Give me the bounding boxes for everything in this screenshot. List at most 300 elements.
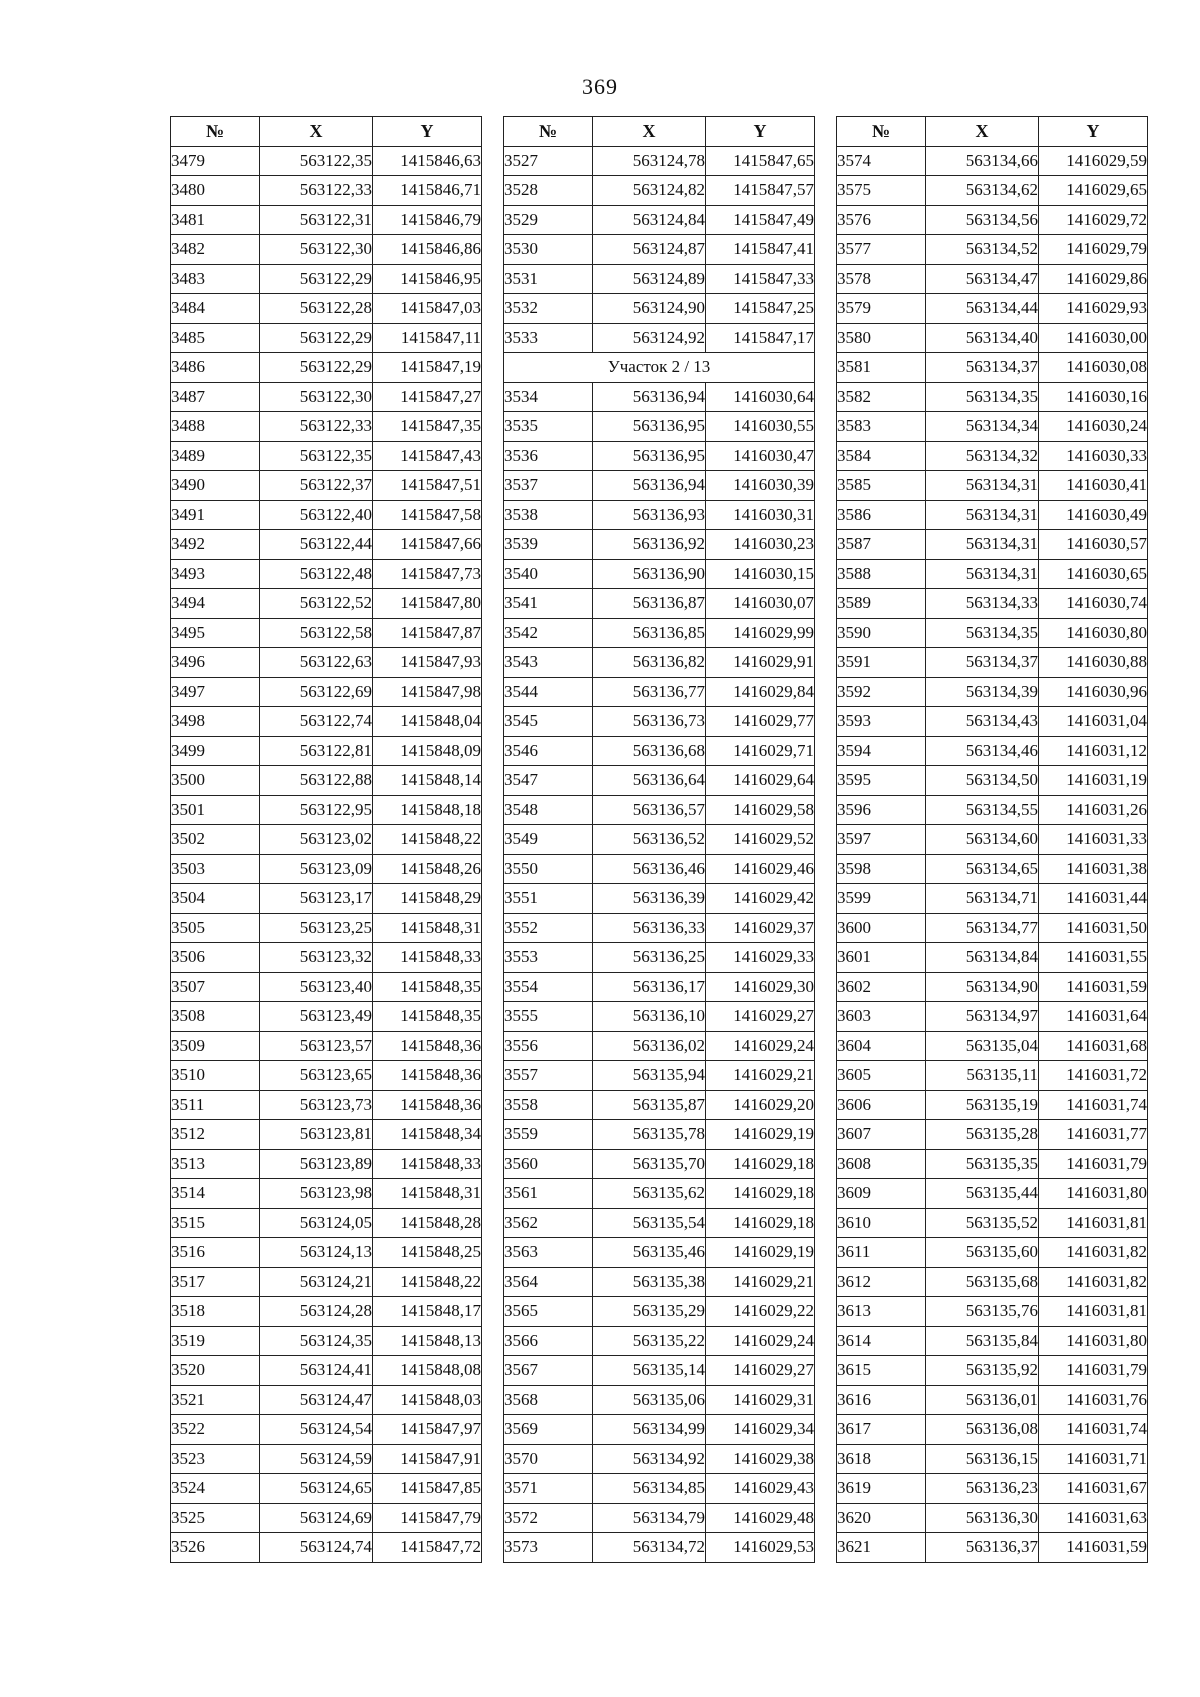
table-row <box>504 1179 815 1209</box>
y-coordinate-cell: 1416031,77 <box>1039 1120 1148 1150</box>
y-coordinate-cell: 1416029,48 <box>706 1503 815 1533</box>
point-number-cell: 3602 <box>837 972 926 1002</box>
table-row <box>837 589 1148 619</box>
table-row <box>504 1208 815 1238</box>
y-coordinate-cell: 1416029,27 <box>706 1002 815 1032</box>
x-coordinate-cell: 563134,44 <box>926 294 1039 324</box>
table-row <box>504 530 815 560</box>
point-number-cell: 3549 <box>504 825 593 855</box>
point-number-cell: 3560 <box>504 1149 593 1179</box>
table-row <box>837 943 1148 973</box>
x-coordinate-cell: 563134,84 <box>926 943 1039 973</box>
y-coordinate-cell: 1416031,74 <box>1039 1090 1148 1120</box>
point-number-cell: 3600 <box>837 913 926 943</box>
point-number-cell: 3567 <box>504 1356 593 1386</box>
point-number-cell: 3586 <box>837 500 926 530</box>
y-coordinate-cell: 1416029,27 <box>706 1356 815 1386</box>
y-coordinate-cell: 1416030,07 <box>706 589 815 619</box>
point-number-cell: 3529 <box>504 205 593 235</box>
table-row <box>837 1149 1148 1179</box>
y-coordinate-cell: 1416030,49 <box>1039 500 1148 530</box>
table-row <box>171 471 482 501</box>
y-coordinate-cell: 1415847,35 <box>373 412 482 442</box>
table-row <box>504 1090 815 1120</box>
y-coordinate-cell: 1415848,36 <box>373 1031 482 1061</box>
point-number-cell: 3500 <box>171 766 260 796</box>
y-coordinate-cell: 1415848,31 <box>373 913 482 943</box>
point-number-cell: 3561 <box>504 1179 593 1209</box>
x-coordinate-cell: 563123,32 <box>260 943 373 973</box>
y-coordinate-cell: 1416029,43 <box>706 1474 815 1504</box>
column-header-y: Y <box>706 117 815 147</box>
table-row <box>171 1208 482 1238</box>
x-coordinate-cell: 563122,74 <box>260 707 373 737</box>
y-coordinate-cell: 1415847,33 <box>706 264 815 294</box>
point-number-cell: 3524 <box>171 1474 260 1504</box>
table-row <box>171 146 482 176</box>
x-coordinate-cell: 563136,64 <box>593 766 706 796</box>
point-number-cell: 3516 <box>171 1238 260 1268</box>
table-row <box>171 500 482 530</box>
x-coordinate-cell: 563135,78 <box>593 1120 706 1150</box>
table-row <box>504 766 815 796</box>
point-number-cell: 3506 <box>171 943 260 973</box>
table-row <box>171 736 482 766</box>
y-coordinate-cell: 1416031,80 <box>1039 1326 1148 1356</box>
y-coordinate-cell: 1415848,09 <box>373 736 482 766</box>
x-coordinate-cell: 563122,35 <box>260 146 373 176</box>
x-coordinate-cell: 563134,40 <box>926 323 1039 353</box>
point-number-cell: 3523 <box>171 1444 260 1474</box>
x-coordinate-cell: 563134,35 <box>926 382 1039 412</box>
table-row <box>171 1297 482 1327</box>
y-coordinate-cell: 1416029,99 <box>706 618 815 648</box>
table-row <box>171 1149 482 1179</box>
y-coordinate-cell: 1416031,82 <box>1039 1238 1148 1268</box>
y-coordinate-cell: 1416031,63 <box>1039 1503 1148 1533</box>
table-row <box>504 412 815 442</box>
table-row <box>837 559 1148 589</box>
table-row <box>504 707 815 737</box>
point-number-cell: 3544 <box>504 677 593 707</box>
x-coordinate-cell: 563135,54 <box>593 1208 706 1238</box>
x-coordinate-cell: 563122,40 <box>260 500 373 530</box>
point-number-cell: 3537 <box>504 471 593 501</box>
table-row <box>504 1238 815 1268</box>
x-coordinate-cell: 563135,11 <box>926 1061 1039 1091</box>
table-row <box>837 1533 1148 1563</box>
point-number-cell: 3575 <box>837 176 926 206</box>
table-row <box>504 294 815 324</box>
y-coordinate-cell: 1415848,13 <box>373 1326 482 1356</box>
table-row <box>171 530 482 560</box>
table-row <box>837 323 1148 353</box>
y-coordinate-cell: 1416029,20 <box>706 1090 815 1120</box>
y-coordinate-cell: 1416030,24 <box>1039 412 1148 442</box>
y-coordinate-cell: 1415848,22 <box>373 825 482 855</box>
y-coordinate-cell: 1416030,74 <box>1039 589 1148 619</box>
y-coordinate-cell: 1415848,28 <box>373 1208 482 1238</box>
table-row <box>171 648 482 678</box>
point-number-cell: 3611 <box>837 1238 926 1268</box>
x-coordinate-cell: 563134,52 <box>926 235 1039 265</box>
x-coordinate-cell: 563123,57 <box>260 1031 373 1061</box>
coordinates-table-2 <box>503 116 815 1563</box>
section-label: Участок 2 / 13 <box>504 353 815 383</box>
point-number-cell: 3583 <box>837 412 926 442</box>
y-coordinate-cell: 1416029,21 <box>706 1267 815 1297</box>
x-coordinate-cell: 563135,76 <box>926 1297 1039 1327</box>
table-row <box>504 1002 815 1032</box>
table-row <box>837 412 1148 442</box>
table-row <box>171 766 482 796</box>
table-row <box>837 1267 1148 1297</box>
y-coordinate-cell: 1415847,41 <box>706 235 815 265</box>
table-row <box>171 559 482 589</box>
point-number-cell: 3597 <box>837 825 926 855</box>
point-number-cell: 3481 <box>171 205 260 235</box>
x-coordinate-cell: 563134,71 <box>926 884 1039 914</box>
y-coordinate-cell: 1415847,91 <box>373 1444 482 1474</box>
y-coordinate-cell: 1416030,64 <box>706 382 815 412</box>
table-row <box>504 323 815 353</box>
y-coordinate-cell: 1416031,55 <box>1039 943 1148 973</box>
x-coordinate-cell: 563124,89 <box>593 264 706 294</box>
point-number-cell: 3621 <box>837 1533 926 1563</box>
table-row <box>837 1297 1148 1327</box>
point-number-cell: 3604 <box>837 1031 926 1061</box>
y-coordinate-cell: 1416031,80 <box>1039 1179 1148 1209</box>
y-coordinate-cell: 1416029,86 <box>1039 264 1148 294</box>
x-coordinate-cell: 563134,37 <box>926 648 1039 678</box>
x-coordinate-cell: 563124,69 <box>260 1503 373 1533</box>
table-row <box>171 795 482 825</box>
table-row <box>171 1238 482 1268</box>
point-number-cell: 3515 <box>171 1208 260 1238</box>
table-row <box>171 1415 482 1445</box>
point-number-cell: 3573 <box>504 1533 593 1563</box>
x-coordinate-cell: 563136,37 <box>926 1533 1039 1563</box>
x-coordinate-cell: 563136,10 <box>593 1002 706 1032</box>
table-row <box>837 972 1148 1002</box>
y-coordinate-cell: 1416029,53 <box>706 1533 815 1563</box>
point-number-cell: 3596 <box>837 795 926 825</box>
point-number-cell: 3607 <box>837 1120 926 1150</box>
column-header-y: Y <box>373 117 482 147</box>
point-number-cell: 3485 <box>171 323 260 353</box>
x-coordinate-cell: 563135,44 <box>926 1179 1039 1209</box>
y-coordinate-cell: 1416031,19 <box>1039 766 1148 796</box>
table-row <box>504 471 815 501</box>
table-row <box>504 1444 815 1474</box>
x-coordinate-cell: 563135,62 <box>593 1179 706 1209</box>
table-row <box>504 795 815 825</box>
table-row <box>837 707 1148 737</box>
x-coordinate-cell: 563122,33 <box>260 412 373 442</box>
x-coordinate-cell: 563136,17 <box>593 972 706 1002</box>
table-row <box>504 677 815 707</box>
y-coordinate-cell: 1415848,14 <box>373 766 482 796</box>
table-row <box>504 1061 815 1091</box>
x-coordinate-cell: 563124,54 <box>260 1415 373 1445</box>
table-row <box>504 235 815 265</box>
table-row <box>837 441 1148 471</box>
point-number-cell: 3499 <box>171 736 260 766</box>
x-coordinate-cell: 563135,28 <box>926 1120 1039 1150</box>
y-coordinate-cell: 1415848,33 <box>373 943 482 973</box>
x-coordinate-cell: 563135,04 <box>926 1031 1039 1061</box>
y-coordinate-cell: 1416031,68 <box>1039 1031 1148 1061</box>
y-coordinate-cell: 1416029,71 <box>706 736 815 766</box>
y-coordinate-cell: 1416031,67 <box>1039 1474 1148 1504</box>
y-coordinate-cell: 1416029,84 <box>706 677 815 707</box>
y-coordinate-cell: 1416031,71 <box>1039 1444 1148 1474</box>
point-number-cell: 3579 <box>837 294 926 324</box>
x-coordinate-cell: 563123,25 <box>260 913 373 943</box>
table-row <box>171 854 482 884</box>
y-coordinate-cell: 1416031,79 <box>1039 1149 1148 1179</box>
x-coordinate-cell: 563122,44 <box>260 530 373 560</box>
table-row <box>171 323 482 353</box>
point-number-cell: 3566 <box>504 1326 593 1356</box>
x-coordinate-cell: 563122,52 <box>260 589 373 619</box>
x-coordinate-cell: 563135,52 <box>926 1208 1039 1238</box>
y-coordinate-cell: 1416030,80 <box>1039 618 1148 648</box>
point-number-cell: 3530 <box>504 235 593 265</box>
y-coordinate-cell: 1416030,15 <box>706 559 815 589</box>
point-number-cell: 3489 <box>171 441 260 471</box>
y-coordinate-cell: 1415847,85 <box>373 1474 482 1504</box>
table-body <box>504 146 815 1562</box>
table-row <box>504 618 815 648</box>
point-number-cell: 3538 <box>504 500 593 530</box>
x-coordinate-cell: 563134,65 <box>926 854 1039 884</box>
point-number-cell: 3565 <box>504 1297 593 1327</box>
x-coordinate-cell: 563136,52 <box>593 825 706 855</box>
x-coordinate-cell: 563136,92 <box>593 530 706 560</box>
table-row <box>171 825 482 855</box>
x-coordinate-cell: 563122,69 <box>260 677 373 707</box>
x-coordinate-cell: 563136,77 <box>593 677 706 707</box>
x-coordinate-cell: 563124,82 <box>593 176 706 206</box>
point-number-cell: 3491 <box>171 500 260 530</box>
x-coordinate-cell: 563135,22 <box>593 1326 706 1356</box>
table-row <box>837 1474 1148 1504</box>
table-row <box>837 677 1148 707</box>
table-row <box>504 1267 815 1297</box>
x-coordinate-cell: 563124,92 <box>593 323 706 353</box>
table-row <box>504 146 815 176</box>
point-number-cell: 3505 <box>171 913 260 943</box>
x-coordinate-cell: 563135,19 <box>926 1090 1039 1120</box>
point-number-cell: 3509 <box>171 1031 260 1061</box>
table-row <box>504 382 815 412</box>
point-number-cell: 3608 <box>837 1149 926 1179</box>
column-header-number: № <box>171 117 260 147</box>
y-coordinate-cell: 1416031,59 <box>1039 1533 1148 1563</box>
point-number-cell: 3541 <box>504 589 593 619</box>
table-row <box>171 382 482 412</box>
point-number-cell: 3514 <box>171 1179 260 1209</box>
point-number-cell: 3546 <box>504 736 593 766</box>
point-number-cell: 3533 <box>504 323 593 353</box>
x-coordinate-cell: 563122,58 <box>260 618 373 648</box>
table-row <box>171 1385 482 1415</box>
table-row <box>171 1474 482 1504</box>
x-coordinate-cell: 563124,05 <box>260 1208 373 1238</box>
x-coordinate-cell: 563136,73 <box>593 707 706 737</box>
x-coordinate-cell: 563123,09 <box>260 854 373 884</box>
y-coordinate-cell: 1415847,51 <box>373 471 482 501</box>
y-coordinate-cell: 1416031,64 <box>1039 1002 1148 1032</box>
y-coordinate-cell: 1415848,03 <box>373 1385 482 1415</box>
point-number-cell: 3542 <box>504 618 593 648</box>
x-coordinate-cell: 563124,84 <box>593 205 706 235</box>
point-number-cell: 3589 <box>837 589 926 619</box>
point-number-cell: 3617 <box>837 1415 926 1445</box>
x-coordinate-cell: 563134,56 <box>926 205 1039 235</box>
y-coordinate-cell: 1415847,87 <box>373 618 482 648</box>
y-coordinate-cell: 1416030,55 <box>706 412 815 442</box>
y-coordinate-cell: 1416030,08 <box>1039 353 1148 383</box>
section-row <box>504 353 815 383</box>
x-coordinate-cell: 563135,06 <box>593 1385 706 1415</box>
point-number-cell: 3555 <box>504 1002 593 1032</box>
table-row <box>504 913 815 943</box>
point-number-cell: 3588 <box>837 559 926 589</box>
table-row <box>837 1061 1148 1091</box>
y-coordinate-cell: 1415847,43 <box>373 441 482 471</box>
table-row <box>837 1179 1148 1209</box>
table-row <box>837 146 1148 176</box>
table-row <box>171 1061 482 1091</box>
table-row <box>837 766 1148 796</box>
x-coordinate-cell: 563136,02 <box>593 1031 706 1061</box>
x-coordinate-cell: 563136,25 <box>593 943 706 973</box>
x-coordinate-cell: 563123,02 <box>260 825 373 855</box>
y-coordinate-cell: 1416031,38 <box>1039 854 1148 884</box>
y-coordinate-cell: 1415846,79 <box>373 205 482 235</box>
point-number-cell: 3518 <box>171 1297 260 1327</box>
point-number-cell: 3592 <box>837 677 926 707</box>
point-number-cell: 3550 <box>504 854 593 884</box>
x-coordinate-cell: 563136,85 <box>593 618 706 648</box>
x-coordinate-cell: 563136,08 <box>926 1415 1039 1445</box>
x-coordinate-cell: 563134,39 <box>926 677 1039 707</box>
table-row <box>171 176 482 206</box>
point-number-cell: 3571 <box>504 1474 593 1504</box>
y-coordinate-cell: 1416030,23 <box>706 530 815 560</box>
y-coordinate-cell: 1416031,72 <box>1039 1061 1148 1091</box>
point-number-cell: 3479 <box>171 146 260 176</box>
table-body <box>171 146 482 1562</box>
x-coordinate-cell: 563136,95 <box>593 441 706 471</box>
y-coordinate-cell: 1416031,81 <box>1039 1297 1148 1327</box>
point-number-cell: 3562 <box>504 1208 593 1238</box>
table-row <box>171 1444 482 1474</box>
y-coordinate-cell: 1416031,82 <box>1039 1267 1148 1297</box>
point-number-cell: 3614 <box>837 1326 926 1356</box>
y-coordinate-cell: 1415848,22 <box>373 1267 482 1297</box>
y-coordinate-cell: 1416029,19 <box>706 1120 815 1150</box>
y-coordinate-cell: 1416030,39 <box>706 471 815 501</box>
y-coordinate-cell: 1416031,12 <box>1039 736 1148 766</box>
table-row <box>171 441 482 471</box>
y-coordinate-cell: 1416030,33 <box>1039 441 1148 471</box>
y-coordinate-cell: 1415847,11 <box>373 323 482 353</box>
x-coordinate-cell: 563136,57 <box>593 795 706 825</box>
x-coordinate-cell: 563136,46 <box>593 854 706 884</box>
table-row <box>837 205 1148 235</box>
y-coordinate-cell: 1415848,29 <box>373 884 482 914</box>
x-coordinate-cell: 563134,77 <box>926 913 1039 943</box>
x-coordinate-cell: 563123,49 <box>260 1002 373 1032</box>
y-coordinate-cell: 1416029,19 <box>706 1238 815 1268</box>
table-row <box>504 825 815 855</box>
table-row <box>837 1120 1148 1150</box>
table-row <box>837 795 1148 825</box>
column-header-x: X <box>926 117 1039 147</box>
y-coordinate-cell: 1416029,33 <box>706 943 815 973</box>
table-row <box>504 1503 815 1533</box>
table-row <box>837 353 1148 383</box>
y-coordinate-cell: 1416029,59 <box>1039 146 1148 176</box>
point-number-cell: 3598 <box>837 854 926 884</box>
x-coordinate-cell: 563134,62 <box>926 176 1039 206</box>
x-coordinate-cell: 563136,90 <box>593 559 706 589</box>
point-number-cell: 3502 <box>171 825 260 855</box>
table-row <box>837 235 1148 265</box>
table-row <box>171 589 482 619</box>
point-number-cell: 3564 <box>504 1267 593 1297</box>
point-number-cell: 3525 <box>171 1503 260 1533</box>
x-coordinate-cell: 563124,59 <box>260 1444 373 1474</box>
x-coordinate-cell: 563123,17 <box>260 884 373 914</box>
point-number-cell: 3559 <box>504 1120 593 1150</box>
point-number-cell: 3612 <box>837 1267 926 1297</box>
point-number-cell: 3595 <box>837 766 926 796</box>
column-header-number: № <box>837 117 926 147</box>
x-coordinate-cell: 563136,23 <box>926 1474 1039 1504</box>
table-row <box>171 1031 482 1061</box>
y-coordinate-cell: 1415847,17 <box>706 323 815 353</box>
point-number-cell: 3528 <box>504 176 593 206</box>
table-row <box>171 205 482 235</box>
table-row <box>171 1267 482 1297</box>
x-coordinate-cell: 563134,31 <box>926 559 1039 589</box>
point-number-cell: 3551 <box>504 884 593 914</box>
table-row <box>504 1474 815 1504</box>
coordinates-table-1 <box>170 116 482 1563</box>
y-coordinate-cell: 1415847,80 <box>373 589 482 619</box>
x-coordinate-cell: 563124,87 <box>593 235 706 265</box>
table-row <box>837 294 1148 324</box>
x-coordinate-cell: 563134,72 <box>593 1533 706 1563</box>
y-coordinate-cell: 1416031,76 <box>1039 1385 1148 1415</box>
point-number-cell: 3577 <box>837 235 926 265</box>
table-row <box>837 1238 1148 1268</box>
y-coordinate-cell: 1415847,65 <box>706 146 815 176</box>
table-row <box>837 176 1148 206</box>
point-number-cell: 3513 <box>171 1149 260 1179</box>
y-coordinate-cell: 1415847,98 <box>373 677 482 707</box>
point-number-cell: 3599 <box>837 884 926 914</box>
x-coordinate-cell: 563134,97 <box>926 1002 1039 1032</box>
point-number-cell: 3615 <box>837 1356 926 1386</box>
x-coordinate-cell: 563136,15 <box>926 1444 1039 1474</box>
table-header-row <box>504 117 815 147</box>
x-coordinate-cell: 563124,28 <box>260 1297 373 1327</box>
